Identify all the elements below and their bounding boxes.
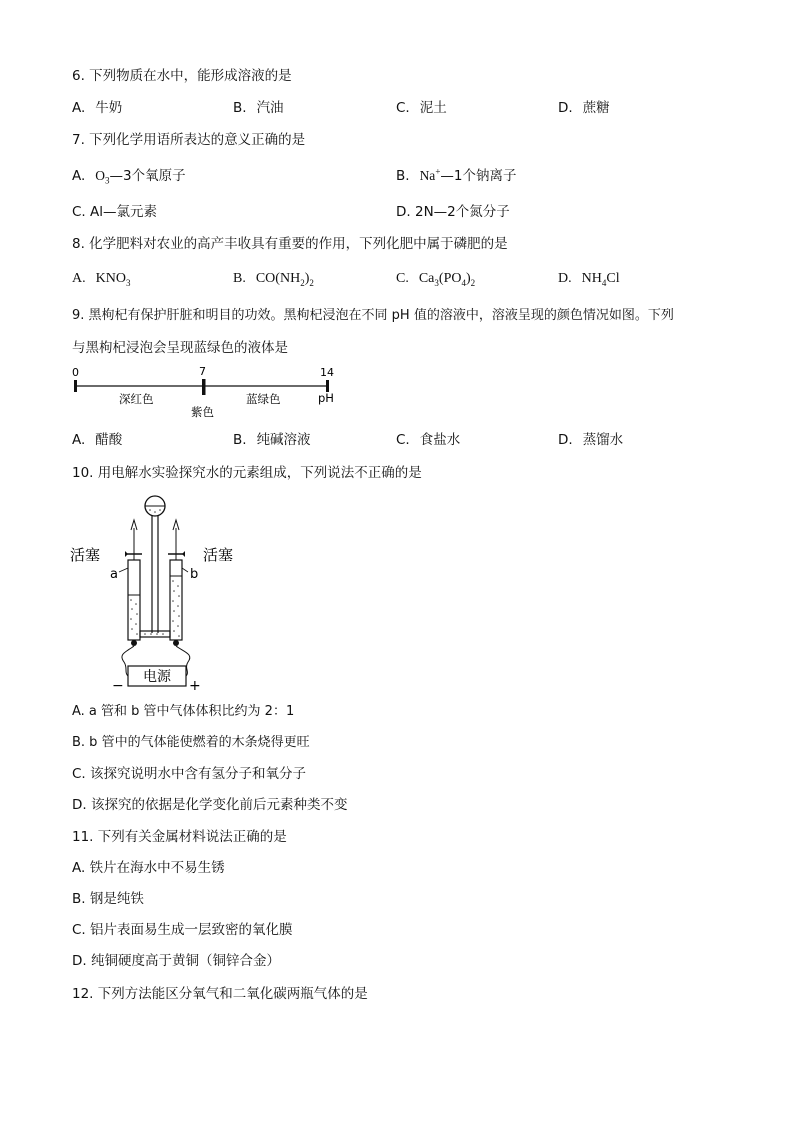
q9-option-d[interactable]: D. 蒸馏水 xyxy=(558,432,624,448)
q7-option-b[interactable]: B. Na+—1个钠离子 xyxy=(396,166,517,184)
tube-b xyxy=(170,560,182,640)
electrode-b xyxy=(173,640,179,646)
q8-option-c[interactable]: C. $Ca_3(PO_4)_2$ xyxy=(396,271,476,288)
q8-option-d[interactable]: D. $NH_4Cl$ xyxy=(558,271,620,288)
question-9-stem-line2: 与黑枸杞浸泡会呈现蓝绿色的液体是 xyxy=(72,340,288,356)
ph-color-scale xyxy=(68,362,348,424)
q9-option-a[interactable]: A. 醋酸 xyxy=(72,432,123,448)
ph-tick-label-14: 14 xyxy=(320,366,334,379)
question-7-stem: 7. 下列化学用语所表达的意义正确的是 xyxy=(72,132,306,148)
ph-mid-tick xyxy=(202,379,206,395)
q11-option-c[interactable]: C. 铝片表面易生成一层致密的氧化膜 xyxy=(72,922,293,938)
q7-option-d[interactable]: D. 2N—2个氮分子 xyxy=(396,204,510,220)
tube-a xyxy=(128,560,140,640)
tube-b-label: b xyxy=(190,567,199,582)
question-6-stem: 6. 下列物质在水中，能形成溶液的是 xyxy=(72,68,292,84)
left-valve-label: 活塞 xyxy=(70,546,101,564)
q11-option-d[interactable]: D. 纯铜硬度高于黄铜（铜锌合金） xyxy=(72,953,280,969)
q7-option-c[interactable]: C. Al—氯元素 xyxy=(72,204,157,220)
question-12-stem: 12. 下列方法能区分氧气和二氧化碳两瓶气体的是 xyxy=(72,986,368,1002)
tube-a-pointer xyxy=(119,568,128,572)
reservoir-dots xyxy=(149,509,161,513)
q11-option-b[interactable]: B. 钢是纯铁 xyxy=(72,891,144,907)
ph-label-deep-red: 深红色 xyxy=(119,392,154,406)
power-supply-label: 电源 xyxy=(143,669,171,685)
q10-option-a[interactable]: A. a 管和 b 管中气体体积比约为 2：1 xyxy=(72,704,295,719)
q10-option-d[interactable]: D. 该探究的依据是化学变化前后元素种类不变 xyxy=(72,797,348,813)
ph-tick-label-0: 0 xyxy=(72,366,79,379)
q9-option-b[interactable]: B. 纯碱溶液 xyxy=(233,432,311,448)
question-11-stem: 11. 下列有关金属材料说法正确的是 xyxy=(72,829,287,845)
q6-option-d[interactable]: D. 蔗糖 xyxy=(558,100,610,116)
question-8-stem: 8. 化学肥料对农业的高产丰收具有重要的作用，下列化肥中属于磷肥的是 xyxy=(72,236,508,252)
left-valve-arrow xyxy=(125,551,128,557)
q9-option-c[interactable]: C. 食盐水 xyxy=(396,432,461,448)
right-valve-arrow xyxy=(182,551,185,557)
q6-option-c[interactable]: C. 泥土 xyxy=(396,100,447,116)
question-10-stem: 10. 用电解水实验探究水的元素组成，下列说法不正确的是 xyxy=(72,465,422,481)
ph-label-blue-green: 蓝绿色 xyxy=(246,392,281,406)
q8-option-a[interactable]: A. $KNO_3$ xyxy=(72,271,131,288)
right-valve-label: 活塞 xyxy=(203,546,234,564)
tube-b-pointer xyxy=(182,568,188,572)
q11-option-a[interactable]: A. 铁片在海水中不易生锈 xyxy=(72,860,225,876)
positive-terminal: + xyxy=(189,678,201,692)
ph-label-purple: 紫色 xyxy=(191,405,214,419)
bottom-connector-dots xyxy=(144,633,164,635)
negative-terminal: − xyxy=(112,678,124,692)
q6-option-b[interactable]: B. 汽油 xyxy=(233,100,284,116)
ph-axis-unit: pH xyxy=(318,391,334,405)
tube-a-label: a xyxy=(110,567,118,582)
q10-option-c[interactable]: C. 该探究说明水中含有氢分子和氧分子 xyxy=(72,766,307,782)
tube-a-water-dots xyxy=(130,599,138,635)
q10-option-b[interactable]: B. b 管中的气体能使燃着的木条烧得更旺 xyxy=(72,735,310,750)
q8-option-b[interactable]: B. $CO(NH_2)_2$ xyxy=(233,271,314,288)
electrode-a xyxy=(131,640,137,646)
electrolysis-apparatus-figure xyxy=(70,490,250,692)
question-9-stem-line1: 9. 黑枸杞有保护肝脏和明目的功效。黑枸杞浸泡在不同 pH 值的溶液中，溶液呈现的颜色情况如图。下列 xyxy=(72,308,674,323)
q6-option-a[interactable]: A. 牛奶 xyxy=(72,100,123,116)
ph-end-tick-left xyxy=(74,380,77,392)
tube-b-water-dots xyxy=(172,580,180,637)
q7-option-a[interactable]: A. $O_3—3$个氧原子 xyxy=(72,168,186,186)
ph-tick-label-7: 7 xyxy=(199,365,206,378)
